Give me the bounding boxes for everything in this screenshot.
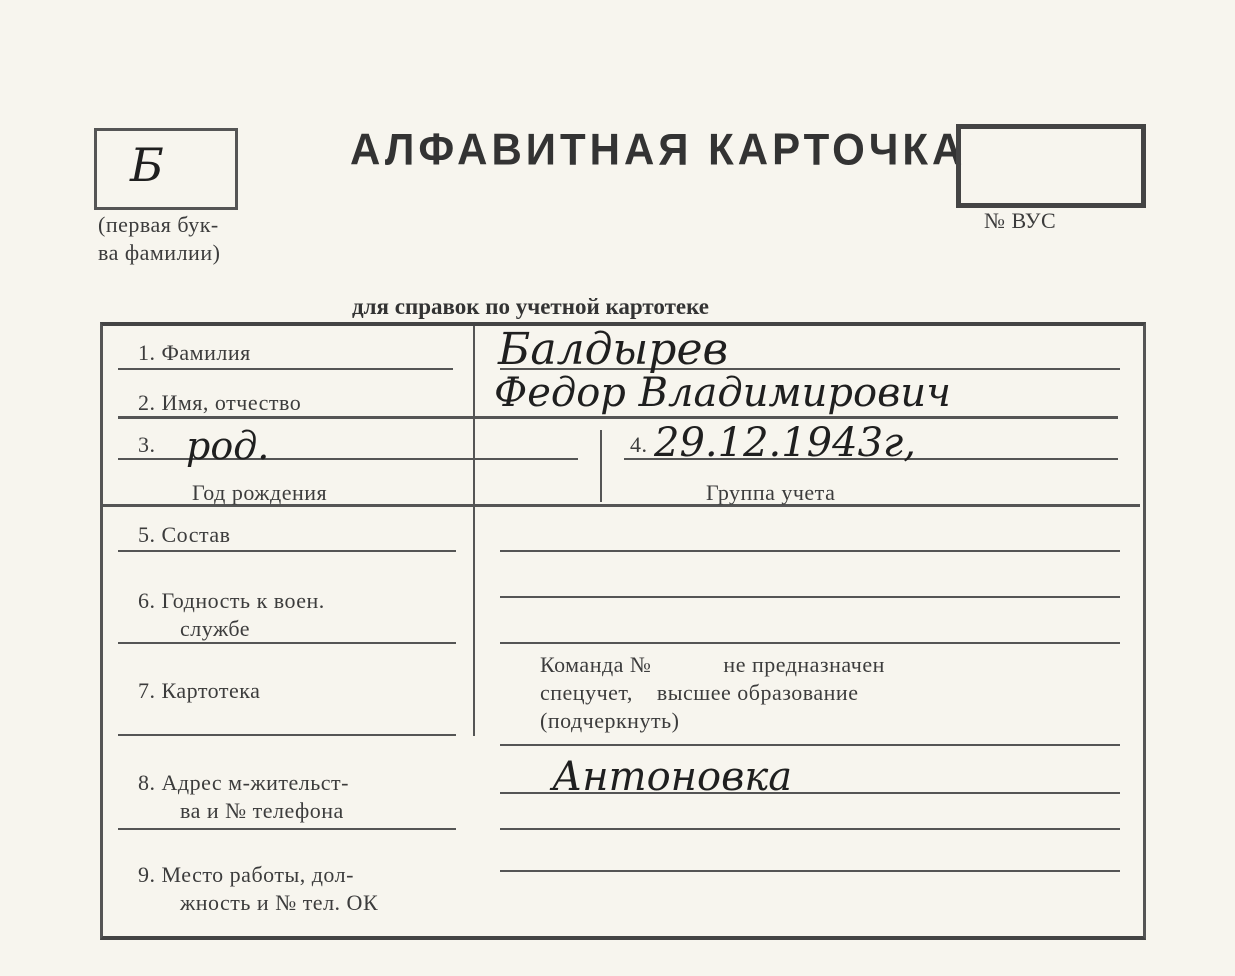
field-fitness-label-1: 6. Годность к воен.: [138, 588, 325, 613]
field-name-value: Федор Владимирович: [494, 370, 951, 416]
rule: [500, 642, 1120, 644]
divider-year: [600, 430, 602, 502]
rule: [118, 368, 453, 370]
field-address-label-1: 8. Адрес м-жительст-: [138, 770, 349, 795]
rule: [500, 596, 1120, 598]
letter-caption-1: (первая бук-: [98, 212, 219, 237]
field-birth-value: род.: [186, 424, 270, 468]
vus-caption: № ВУС: [984, 208, 1057, 233]
field-address-value: Антоновка: [552, 754, 793, 800]
rule: [500, 744, 1120, 746]
letter-value: Б: [130, 138, 164, 192]
field-file-label: 7. Картотека: [138, 678, 261, 703]
field-surname-value: Балдырев: [498, 324, 729, 375]
rule: [500, 550, 1120, 552]
field-composition-label: 5. Состав: [138, 522, 231, 547]
field-birth-caption: Год рождения: [192, 480, 328, 505]
card-subtitle: для справок по учетной картотеке: [352, 294, 709, 319]
rule: [118, 416, 1118, 419]
rule: [500, 828, 1120, 830]
field-group-caption: Группа учета: [706, 480, 836, 505]
field-birth-label: 3.: [138, 432, 156, 457]
field-file-note-3: (подчеркнуть): [540, 708, 680, 733]
field-file-note-2: спецучет, высшее образование: [540, 680, 859, 705]
field-work-label-2: жность и № тел. ОК: [180, 890, 379, 915]
field-surname-label: 1. Фамилия: [138, 340, 251, 365]
field-group-value: 29.12.1943г,: [654, 420, 916, 466]
rule: [118, 828, 456, 830]
rule: [500, 870, 1120, 872]
rule: [118, 734, 456, 736]
letter-box: [94, 128, 238, 210]
rule: [118, 642, 456, 644]
vus-box: [956, 124, 1146, 208]
rule: [118, 550, 456, 552]
field-group-label: 4.: [630, 432, 648, 457]
letter-caption-2: ва фамилии): [98, 240, 221, 265]
field-address-label-2: ва и № телефона: [180, 798, 344, 823]
divider-main: [473, 326, 475, 736]
field-fitness-label-2: службе: [180, 616, 251, 641]
field-name-label: 2. Имя, отчество: [138, 390, 302, 415]
field-file-note-1: Команда № не предназначен: [540, 652, 885, 677]
field-work-label-1: 9. Место работы, дол-: [138, 862, 354, 887]
card-title: АЛФАВИТНАЯ КАРТОЧКА: [350, 124, 967, 175]
